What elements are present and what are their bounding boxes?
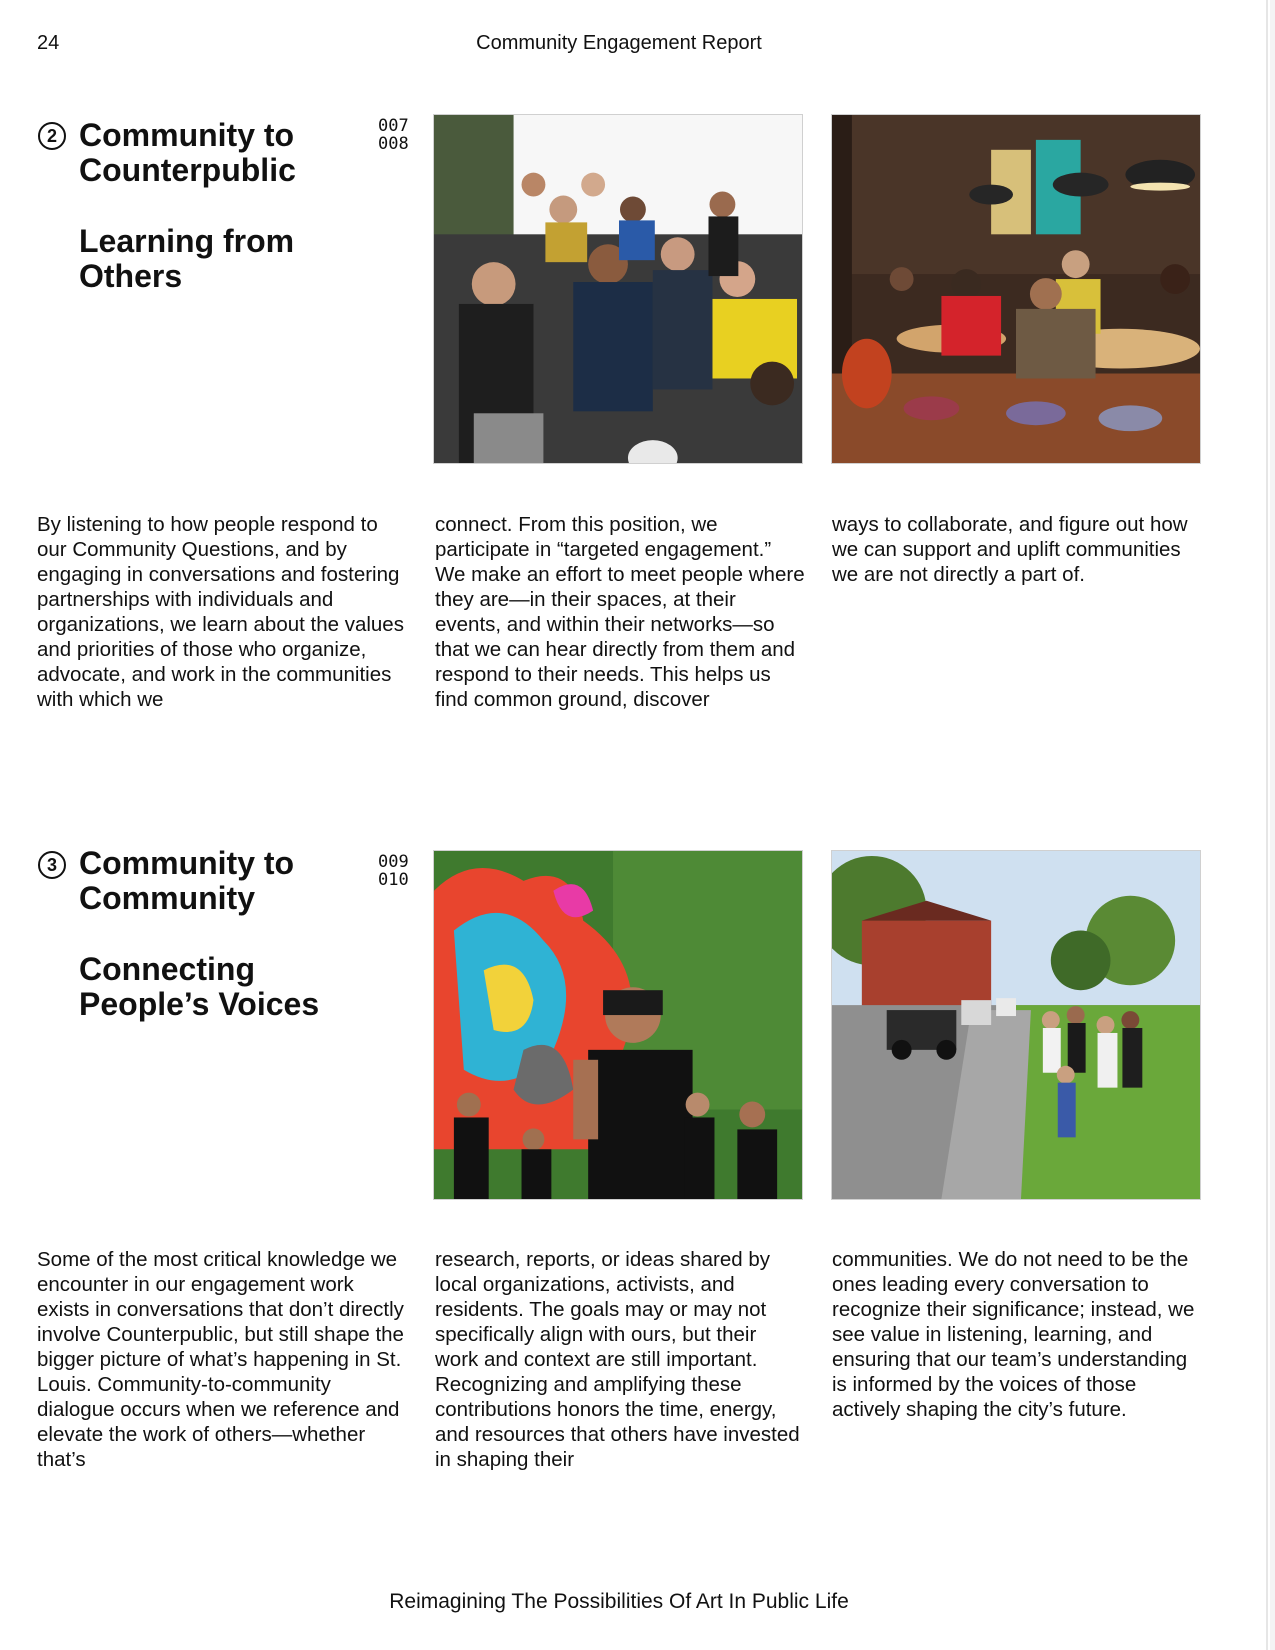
- photo-ref-bottom: 010: [378, 870, 409, 890]
- section-subtitle: Learning from Others: [79, 223, 295, 294]
- photo-ref-top: 009: [378, 852, 409, 872]
- section-number-badge: 2: [38, 122, 66, 150]
- body-text-column-1: By listening to how people respond to our Community Questions, and by engaging in conversations and fostering partnerships with individuals and organizations, we learn about the values and priorities of those who organize, advocate, and work in the communities with which we: [37, 513, 404, 711]
- section-title: Community to Counterpublic: [79, 117, 296, 188]
- section-number-badge: 3: [38, 851, 66, 879]
- photo-speaker-with-microphone: [433, 850, 803, 1200]
- body-text-column-2: connect. From this position, we participate in “targeted engagement.” We make an effort to meet people where they are—in their spaces, at their events, and within their networks—so that we can hear directly from them and respond to their needs. This helps us find common ground, discover: [435, 513, 805, 711]
- body-text-column-3: communities. We do not need to be the ones leading every conversation to recognize their significance; instead, we see value in listening, learning, and ensuring that our team’s understanding is informed by the voices of those actively shaping the city’s future.: [832, 1248, 1195, 1421]
- photo-workshop-lounge: [831, 114, 1201, 464]
- page-edge-shadow: [1270, 0, 1275, 1650]
- body-text-column-3: ways to collaborate, and figure out how we can support and uplift communities we are not directly a part of.: [832, 513, 1188, 586]
- photo-ref-top: 007: [378, 116, 409, 136]
- page-number: 24: [37, 32, 60, 54]
- body-text-column-1: Some of the most critical knowledge we encounter in our engagement work exists in conversations that don’t directly involve Counterpublic, but still shape the bigger picture of what’s happening in St. Louis. Community-to-community dialogue occurs when we reference and elevate the work of others—whether that’s: [37, 1248, 404, 1471]
- page-edge: [1266, 0, 1268, 1650]
- photo-ref-bottom: 008: [378, 134, 409, 154]
- photo-street-parade: [831, 850, 1201, 1200]
- report-title: Community Engagement Report: [476, 32, 762, 54]
- section-title: Community to Community: [79, 845, 295, 916]
- photo-audience-applauding: [433, 114, 803, 464]
- footer-tagline: Reimagining The Possibilities Of Art In Public Life: [389, 1590, 849, 1613]
- section-subtitle: Connecting People’s Voices: [79, 951, 320, 1022]
- body-text-column-2: research, reports, or ideas shared by local organizations, activists, and residents. The goals may or may not specifically align with ours, but their work and context are still important. Recognizing and amplifying these contributions honors the time, energy, and resources that others have invested in shaping their: [435, 1248, 800, 1471]
